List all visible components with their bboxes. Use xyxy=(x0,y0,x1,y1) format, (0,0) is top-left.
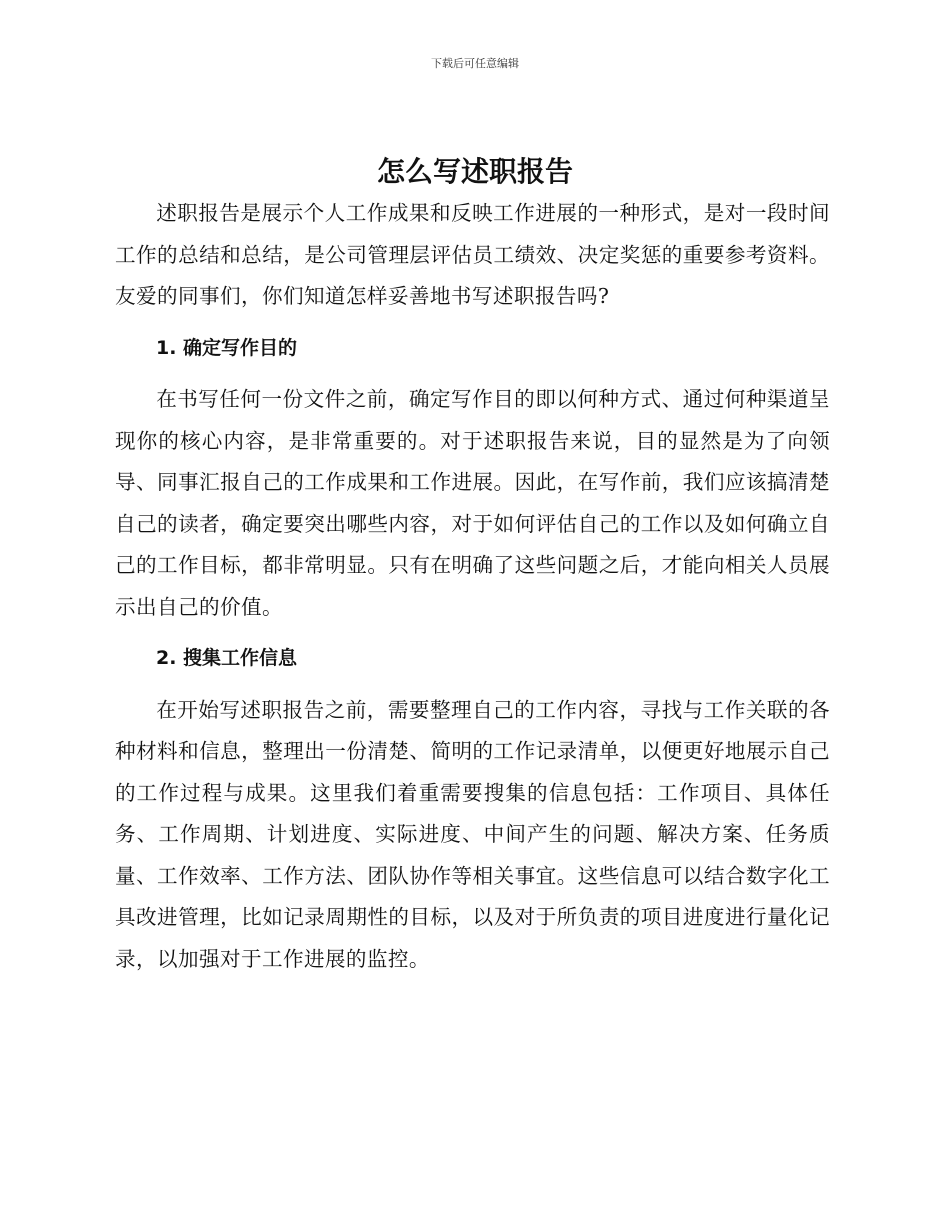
section-heading-collect-info: 2. 搜集工作信息 xyxy=(156,647,298,669)
header-note: 下载后可任意编辑 xyxy=(431,57,519,70)
document-title: 怎么写述职报告 xyxy=(376,155,573,188)
section-paragraph-purpose: 在书写任何一份文件之前，确定写作目的即以何种方式、通过何种渠道呈现你的核心内容，是非常重要的。对于述职报告来说，目的显然是为了向领导、同事汇报自己的工作成果和工作进展。因此，在写作前，我们应该搞清楚自己的读者，确定要突出哪些内容，对于如何评估自己的工作以及如何确立自己的工作目标，都非常明显。只有在明确了这些问题之后，才能向相关人员展示出自己的价值。 xyxy=(115,387,830,619)
intro-paragraph: 述职报告是展示个人工作成果和反映工作进展的一种形式，是对一段时间工作的总结和总结，是公司管理层评估员工绩效、决定奖惩的重要参考资料。友爱的同事们，你们知道怎样妥善地书写述职报告吗? xyxy=(115,201,830,308)
section-heading-purpose: 1. 确定写作目的 xyxy=(156,336,298,359)
section-paragraph-collect-info: 在开始写述职报告之前，需要整理自己的工作内容，寻找与工作关联的各种材料和信息，整理出一份清楚、简明的工作记录清单，以便更好地展示自己的工作过程与成果。这里我们着重需要搜集的信息包括：工作项目、具体任务、工作周期、计划进度、实际进度、中间产生的问题、解决方案、任务质量、工作效率、工作方法、团队协作等相关事宜。这些信息可以结合数字化工具改进管理，比如记录周期性的目标，以及对于所负责的项目进度进行量化记录，以加强对于工作进展的监控。 xyxy=(115,697,830,971)
document-body xyxy=(115,193,830,980)
